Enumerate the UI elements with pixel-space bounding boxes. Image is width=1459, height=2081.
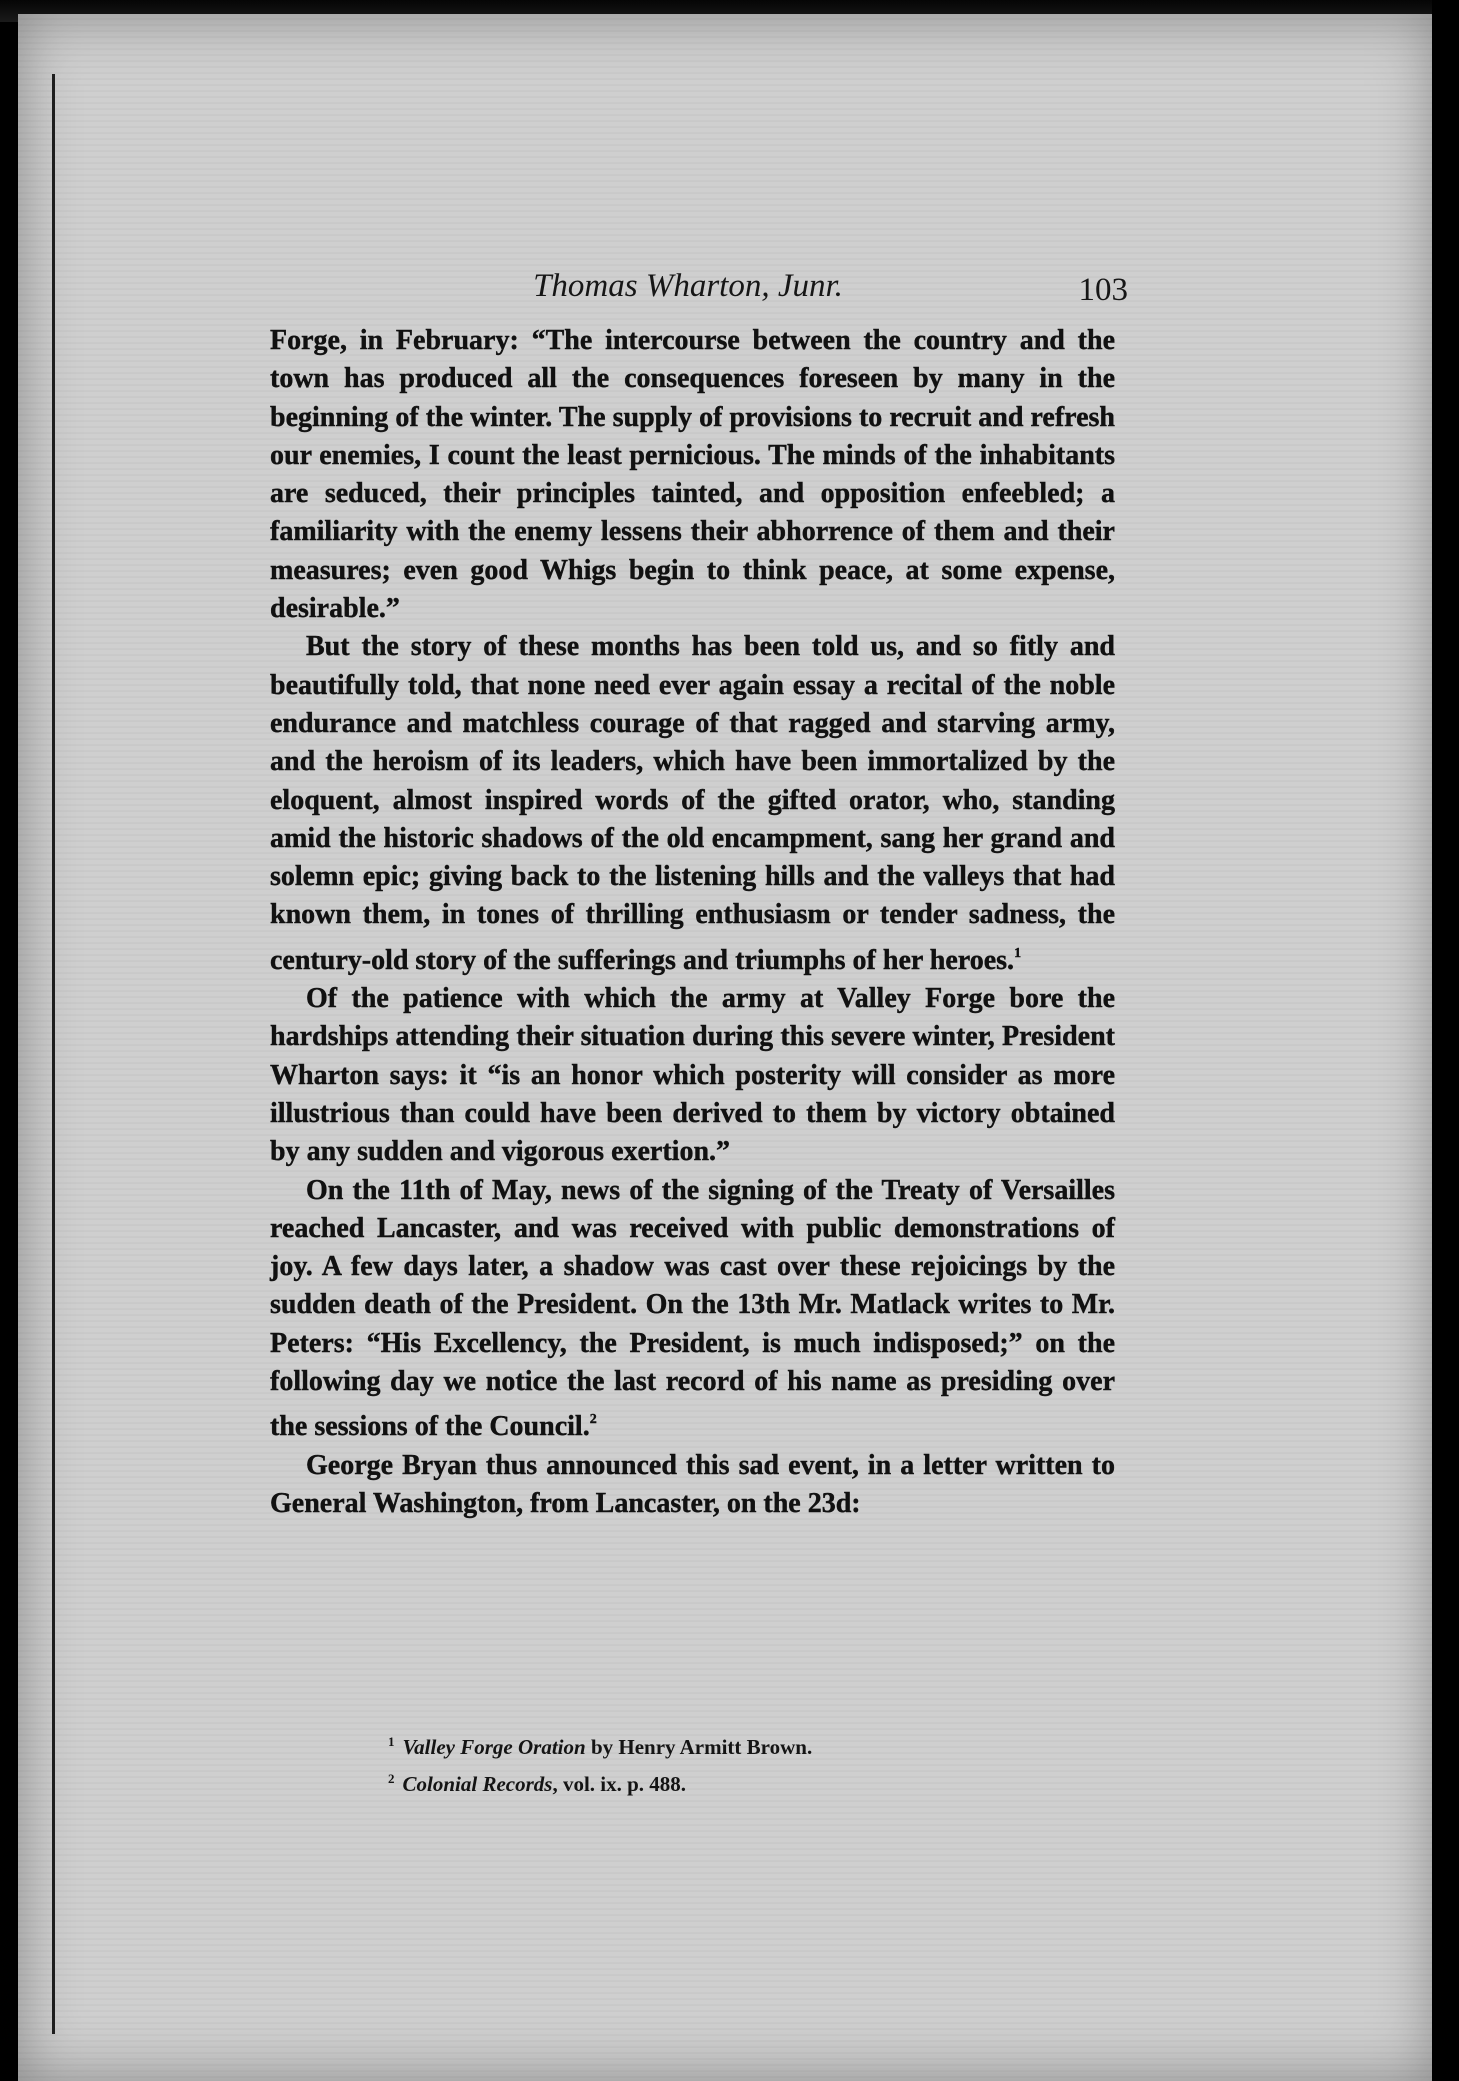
paragraph-1 <box>270 322 1115 628</box>
page-number: 103 <box>1078 272 1128 308</box>
body-text <box>270 322 1115 1523</box>
paragraph-text: On the 11th of May, news of the signing of the Treaty of Versailles reached Lancaster, and was received with public demonstrations of joy. A few days later, a shadow was cast over these rejoicings by the sudden death of the President. On the 13th Mr. Matlack writes to Mr. Peters: “His Excellency, the President, is much indisposed;” on the following day we notice the last record of his name as presiding over the sessions of the Council. <box>270 1174 1115 1443</box>
footnotes <box>388 1726 1088 1800</box>
paragraph-3 <box>270 980 1115 1171</box>
binding-gutter-line <box>52 74 55 2034</box>
paragraph-5 <box>270 1447 1115 1524</box>
running-head <box>248 264 1128 312</box>
paragraph-2 <box>270 628 1115 980</box>
footnote-mark: 1 <box>388 1734 395 1749</box>
paragraph-text: George Bryan thus announced this sad event, in a letter written to General Washington, from Lancaster, on the 23d: <box>270 1449 1115 1519</box>
footnote-1 <box>388 1726 1088 1763</box>
paragraph-text: Forge, in February: “The intercourse between the country and the town has produced all the consequences foreseen by many in the beginning of the winter. The supply of provisions to recruit and refresh our enemies, I count the least pernicious. The minds of the inhabitants are seduced, their principles tainted, and opposition enfeebled; a familiarity with the enemy lessens their abhorrence of them and their measures; even good Whigs begin to think peace, at some expense, desirable.” <box>270 325 1115 625</box>
footnote-title: Colonial Records <box>402 1772 553 1796</box>
paragraph-4 <box>270 1172 1115 1447</box>
right-edge-shadow <box>1432 0 1459 2081</box>
footnote-2 <box>388 1763 1088 1800</box>
footnote-ref: 1 <box>1014 945 1022 961</box>
footnote-title: Valley Forge Oration <box>402 1735 586 1759</box>
footnote-ref: 2 <box>589 1412 597 1428</box>
footnote-rest: by Henry Armitt Brown. <box>585 1735 813 1759</box>
footnote-mark: 2 <box>388 1771 395 1786</box>
running-title: Thomas Wharton, Junr. <box>533 268 843 304</box>
footnote-rest: , vol. ix. p. 488. <box>552 1772 687 1796</box>
paragraph-text: Of the patience with which the army at Valley Forge bore the hardships attending their situation during this severe winter, President Wharton says: it “is an honor which posterity will consider as more illustrious than could have been derived to them by victory obtained by any sudden and vigorous exertion.” <box>270 983 1115 1168</box>
paragraph-text: But the story of these months has been told us, and so fitly and beautifully told, that none need ever again essay a recital of the noble endurance and matchless courage of that ragged and starving army, and the heroism of its leaders, which have been immortalized by the eloquent, almost inspired words of the gifted orator, who, standing amid the historic shadows of the old encampment, sang her grand and solemn epic; giving back to the listening hills and the valleys that had known them, in tones of thrilling enthusiasm or tender sadness, the century-old story of the sufferings and triumphs of her heroes. <box>270 631 1115 976</box>
